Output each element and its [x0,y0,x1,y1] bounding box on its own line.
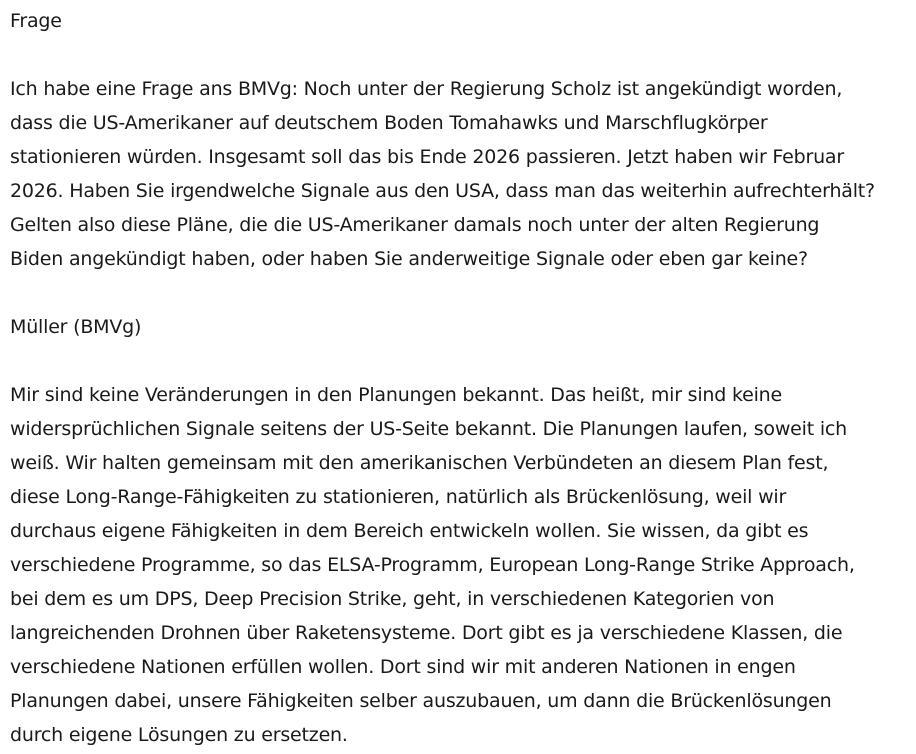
question-line: Gelten also diese Pläne, die die US-Amerikaner damals noch unter der alten Regierung [10,214,820,236]
answer-line: Mir sind keine Veränderungen in den Planungen bekannt. Das heißt, mir sind keine [10,384,782,406]
answer-speaker: Müller (BMVg) [10,316,142,338]
answer-line: langreichenden Drohnen über Raketensysteme. Dort gibt es ja verschiedene Klassen, die [10,622,843,644]
question-speaker: Frage [10,10,62,32]
question-line: 2026. Haben Sie irgendwelche Signale aus den USA, dass man das weiterhin aufrechterhält? [10,180,875,202]
paragraph-gap [10,344,904,378]
answer-line: verschiedene Programme, so das ELSA-Programm, European Long-Range Strike Approach, [10,554,855,576]
answer-line: bei dem es um DPS, Deep Precision Strike, geht, in verschiedenen Kategorien von [10,588,775,610]
answer-text [10,378,904,752]
answer-line: durchaus eigene Fähigkeiten in dem Bereich entwickeln wollen. Sie wissen, da gibt es [10,520,809,542]
question-line: Biden angekündigt haben, oder haben Sie anderweitige Signale oder eben gar keine? [10,248,808,270]
question-line: Ich habe eine Frage ans BMVg: Noch unter der Regierung Scholz ist angekündigt worden, [10,78,843,100]
answer-line: durch eigene Lösungen zu ersetzen. [10,724,348,746]
question-text [10,72,904,276]
question-line: stationieren würden. Insgesamt soll das bis Ende 2026 passieren. Jetzt haben wir Februar [10,146,844,168]
paragraph-gap [10,38,904,72]
answer-line: diese Long-Range-Fähigkeiten zu stationieren, natürlich als Brückenlösung, weil wir [10,486,787,508]
answer-line: weiß. Wir halten gemeinsam mit den amerikanischen Verbündeten an diesem Plan fest, [10,452,829,474]
question-line: dass die US-Amerikaner auf deutschem Boden Tomahawks und Marschflugkörper [10,112,768,134]
paragraph-gap [10,276,904,310]
answer-line: widersprüchlichen Signale seitens der US-Seite bekannt. Die Planungen laufen, soweit ich [10,418,848,440]
answer-line: verschiedene Nationen erfüllen wollen. Dort sind wir mit anderen Nationen in engen [10,656,796,678]
answer-line: Planungen dabei, unsere Fähigkeiten selber auszubauen, um dann die Brückenlösungen [10,690,832,712]
